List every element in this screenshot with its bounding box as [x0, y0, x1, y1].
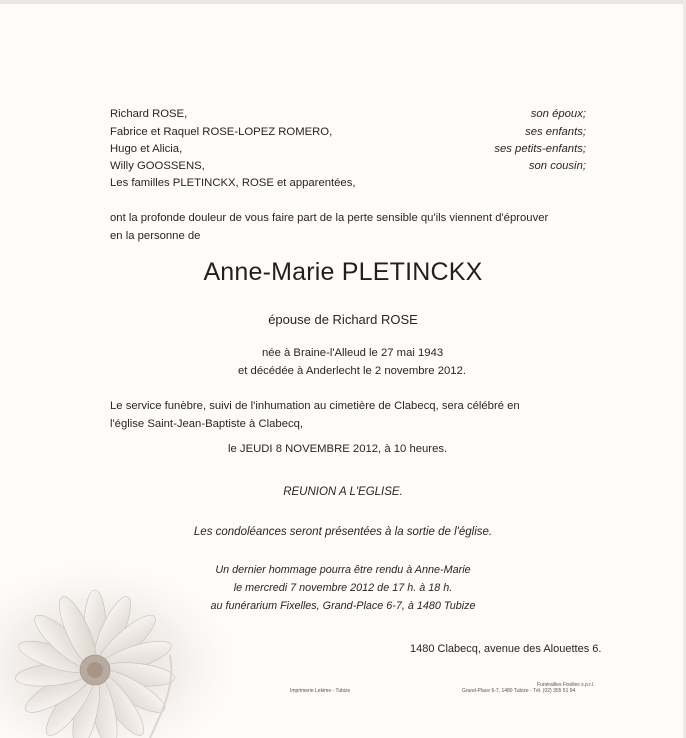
spouse-line: épouse de Richard ROSE: [268, 312, 418, 327]
funeral-home-name: Funérailles Fixelles s.p.r.l.: [537, 682, 595, 688]
family-name: Les familles PLETINCKX, ROSE et apparentées,: [110, 177, 356, 189]
death-line: et décédée à Anderlecht le 2 novembre 2012.: [238, 365, 466, 377]
meeting-note: REUNION A L'EGLISE.: [283, 486, 403, 498]
family-row: [110, 143, 586, 160]
printer-credit: Imprimerie Lekime - Tubize: [290, 688, 351, 694]
homage-line: au funérarium Fixelles, Grand-Place 6-7, à 1480 Tubize: [210, 600, 476, 612]
top-edge-shadow: [0, 0, 686, 4]
family-relation: ses enfants;: [525, 126, 586, 138]
announcement-line: ont la profonde douleur de vous faire part de la perte sensible qu'ils viennent d'éprouver: [110, 212, 549, 224]
family-row: [110, 108, 586, 125]
home-address: 1480 Clabecq, avenue des Alouettes 6.: [410, 643, 602, 655]
family-relation: son époux;: [530, 108, 586, 120]
family-row: [110, 126, 586, 143]
funeral-home-address: Grand-Place 6-7, 1480 Tubize - Tél. (02) 355 51 94: [462, 688, 576, 694]
family-relation: son cousin;: [528, 160, 586, 172]
family-name: Hugo et Alicia,: [110, 143, 183, 155]
service-date: le JEUDI 8 NOVEMBRE 2012, à 10 heures.: [228, 443, 448, 455]
service-line: l'église Saint-Jean-Baptiste à Clabecq,: [110, 418, 304, 430]
homage-line: Un dernier hommage pourra être rendu à Anne-Marie: [215, 564, 471, 576]
family-row: [110, 177, 586, 194]
condolences-note: Les condoléances seront présentées à la sortie de l'église.: [193, 526, 493, 538]
family-row: [110, 160, 586, 177]
family-name: Richard ROSE,: [110, 108, 188, 120]
family-name: Willy GOOSSENS,: [110, 160, 205, 172]
homage-line: le mercredi 7 novembre 2012 de 17 h. à 18 h.: [233, 582, 453, 594]
family-name: Fabrice et Raquel ROSE-LOPEZ ROMERO,: [110, 126, 333, 138]
family-relation: ses petits-enfants;: [494, 143, 586, 155]
birth-line: née à Braine-l'Alleud le 27 mai 1943: [262, 347, 444, 359]
service-line: Le service funèbre, suivi de l'inhumation au cimetière de Clabecq, sera célébré en: [110, 400, 520, 412]
deceased-name: Anne-Marie PLETINCKX: [203, 258, 483, 286]
announcement-line: en la personne de: [110, 230, 201, 242]
